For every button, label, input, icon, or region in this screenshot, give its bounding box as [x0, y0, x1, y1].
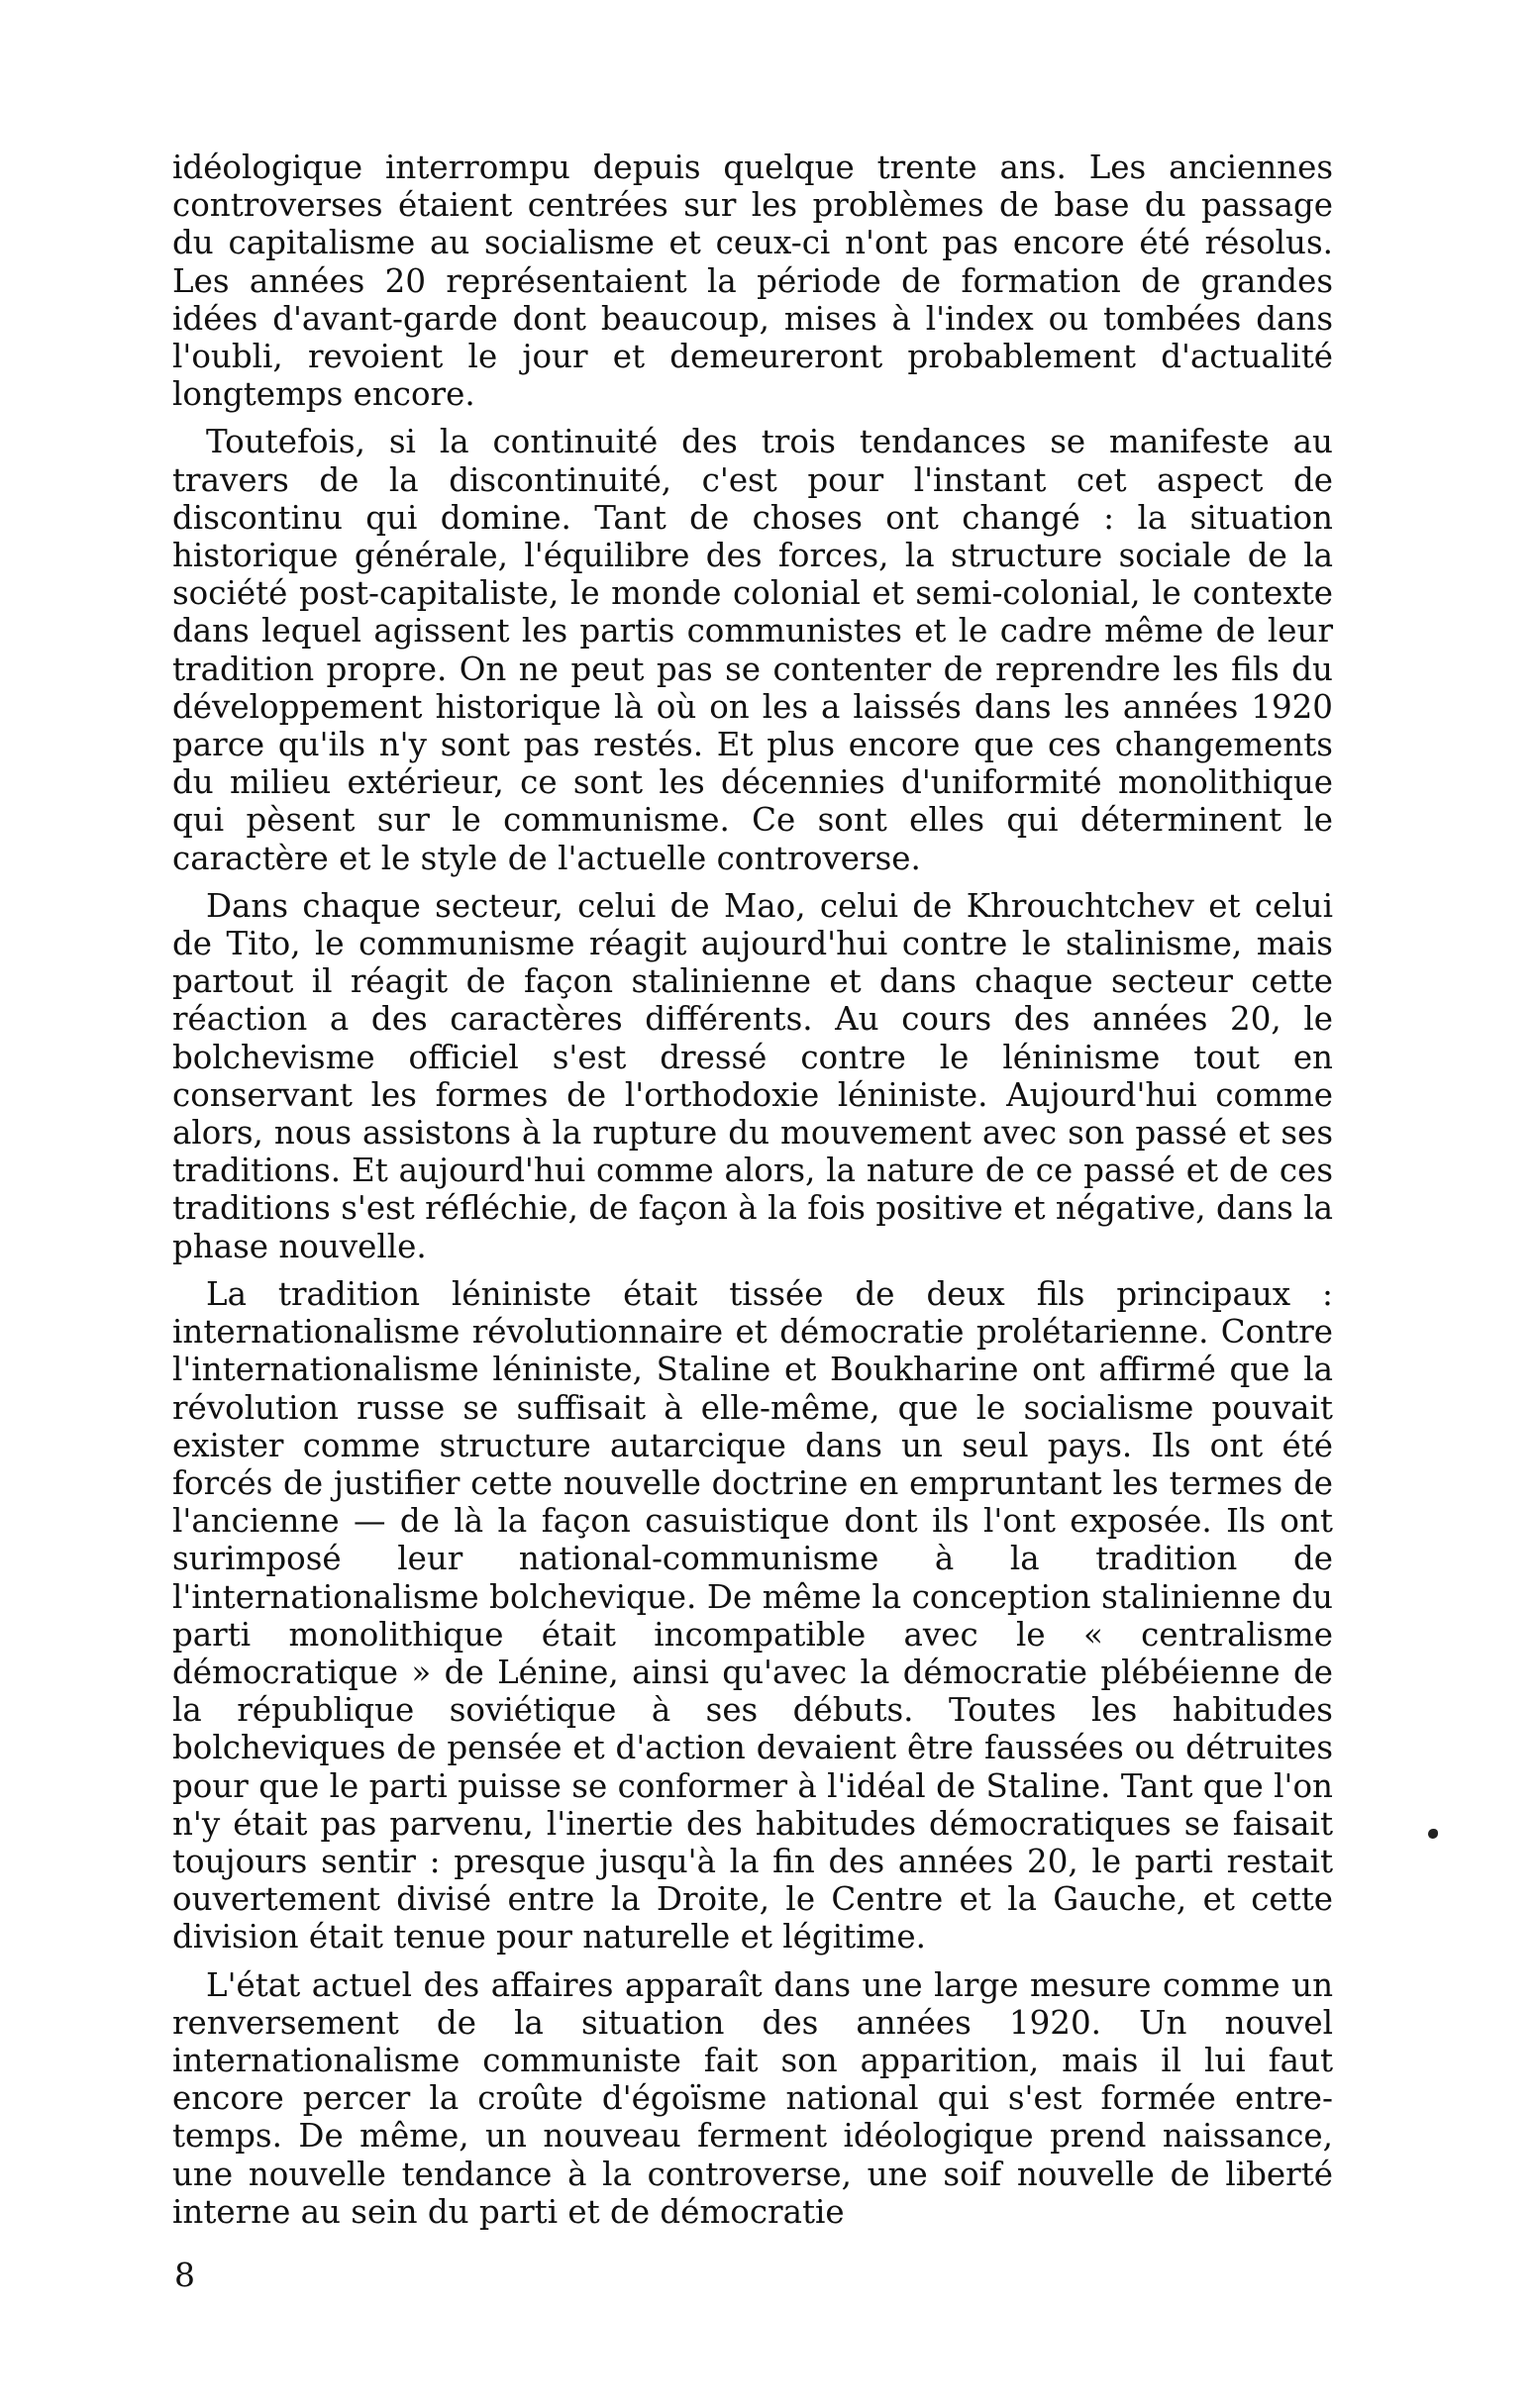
ink-speck — [1428, 1829, 1438, 1839]
paragraph-4: La tradition léniniste était tissée de deux fils principaux : internationalisme révolutionnaire et démocratie prolétarienne. Contre l'internationalisme léniniste, Staline et Boukharine ont affirmé que la révolution russe se suffisait à elle-même, que le socialisme pouvait exister comme structure autarcique dans un seul pays. Ils ont été forcés de justifier cette nouvelle doctrine en empruntant les termes de l'ancienne — de là la façon casuistique dont ils l'ont exposée. Ils ont surimposé leur national-communisme à la tradition de l'internationalisme bolchevique. De même la conception stalinienne du parti monolithique était incompatible avec le « centralisme démocratique » de Lénine, ainsi qu'avec la démocratie plébéienne de la république soviétique à ses débuts. Toutes les habitudes bolcheviques de pensée et d'action devaient être faussées ou détruites pour que le parti puisse se conformer à l'idéal de Staline. Tant que l'on n'y était pas parvenu, l'inertie des habitudes démocratiques se faisait toujours sentir : presque jusqu'à la fin des années 20, le parti restait ouvertement divisé entre la Droite, le Centre et la Gauche, et cette division était tenue pour naturelle et légitime. — [172, 1274, 1333, 1956]
body-text — [172, 149, 1333, 2241]
paragraph-1: idéologique interrompu depuis quelque trente ans. Les anciennes controverses étaient centrées sur les problèmes de base du passage du capitalisme au socialisme et ceux-ci n'ont pas encore été résolus. Les années 20 représentaient la période de formation de grandes idées d'avant-garde dont beaucoup, mises à l'index ou tombées dans l'oubli, revoient le jour et demeureront probablement d'actualité longtemps encore. — [172, 149, 1333, 414]
page-number: 8 — [174, 2256, 195, 2294]
paragraph-2: Toutefois, si la continuité des trois tendances se manifeste au travers de la discontinuité, c'est pour l'instant cet aspect de discontinu qui domine. Tant de choses ont changé : la situation historique générale, l'équilibre des forces, la structure sociale de la société post-capitaliste, le monde colonial et semi-colonial, le contexte dans lequel agissent les partis communistes et le cadre même de leur tradition propre. On ne peut pas se contenter de reprendre les fils du développement historique là où on les a laissés dans les années 1920 parce qu'ils n'y sont pas restés. Et plus encore que ces changements du milieu extérieur, ce sont les décennies d'uniformité monolithique qui pèsent sur le communisme. Ce sont elles qui déterminent le caractère et le style de l'actuelle controverse. — [172, 423, 1333, 877]
paragraph-3: Dans chaque secteur, celui de Mao, celui de Khrouchtchev et celui de Tito, le communisme réagit aujourd'hui contre le stalinisme, mais partout il réagit de façon stalinienne et dans chaque secteur cette réaction a des caractères différents. Au cours des années 20, le bolchevisme officiel s'est dressé contre le léninisme tout en conservant les formes de l'orthodoxie léniniste. Aujourd'hui comme alors, nous assistons à la rupture du mouvement avec son passé et ses traditions. Et aujourd'hui comme alors, la nature de ce passé et de ces traditions s'est réfléchie, de façon à la fois positive et négative, dans la phase nouvelle. — [172, 886, 1333, 1265]
paragraph-5: L'état actuel des affaires apparaît dans une large mesure comme un renversement de la situation des années 1920. Un nouvel internationalisme communiste fait son apparition, mais il lui faut encore percer la croûte d'égoïsme national qui s'est formée entre-temps. De même, un nouveau ferment idéologique prend naissance, une nouvelle tendance à la controverse, une soif nouvelle de liberté interne au sein du parti et de démocratie — [172, 1965, 1333, 2231]
